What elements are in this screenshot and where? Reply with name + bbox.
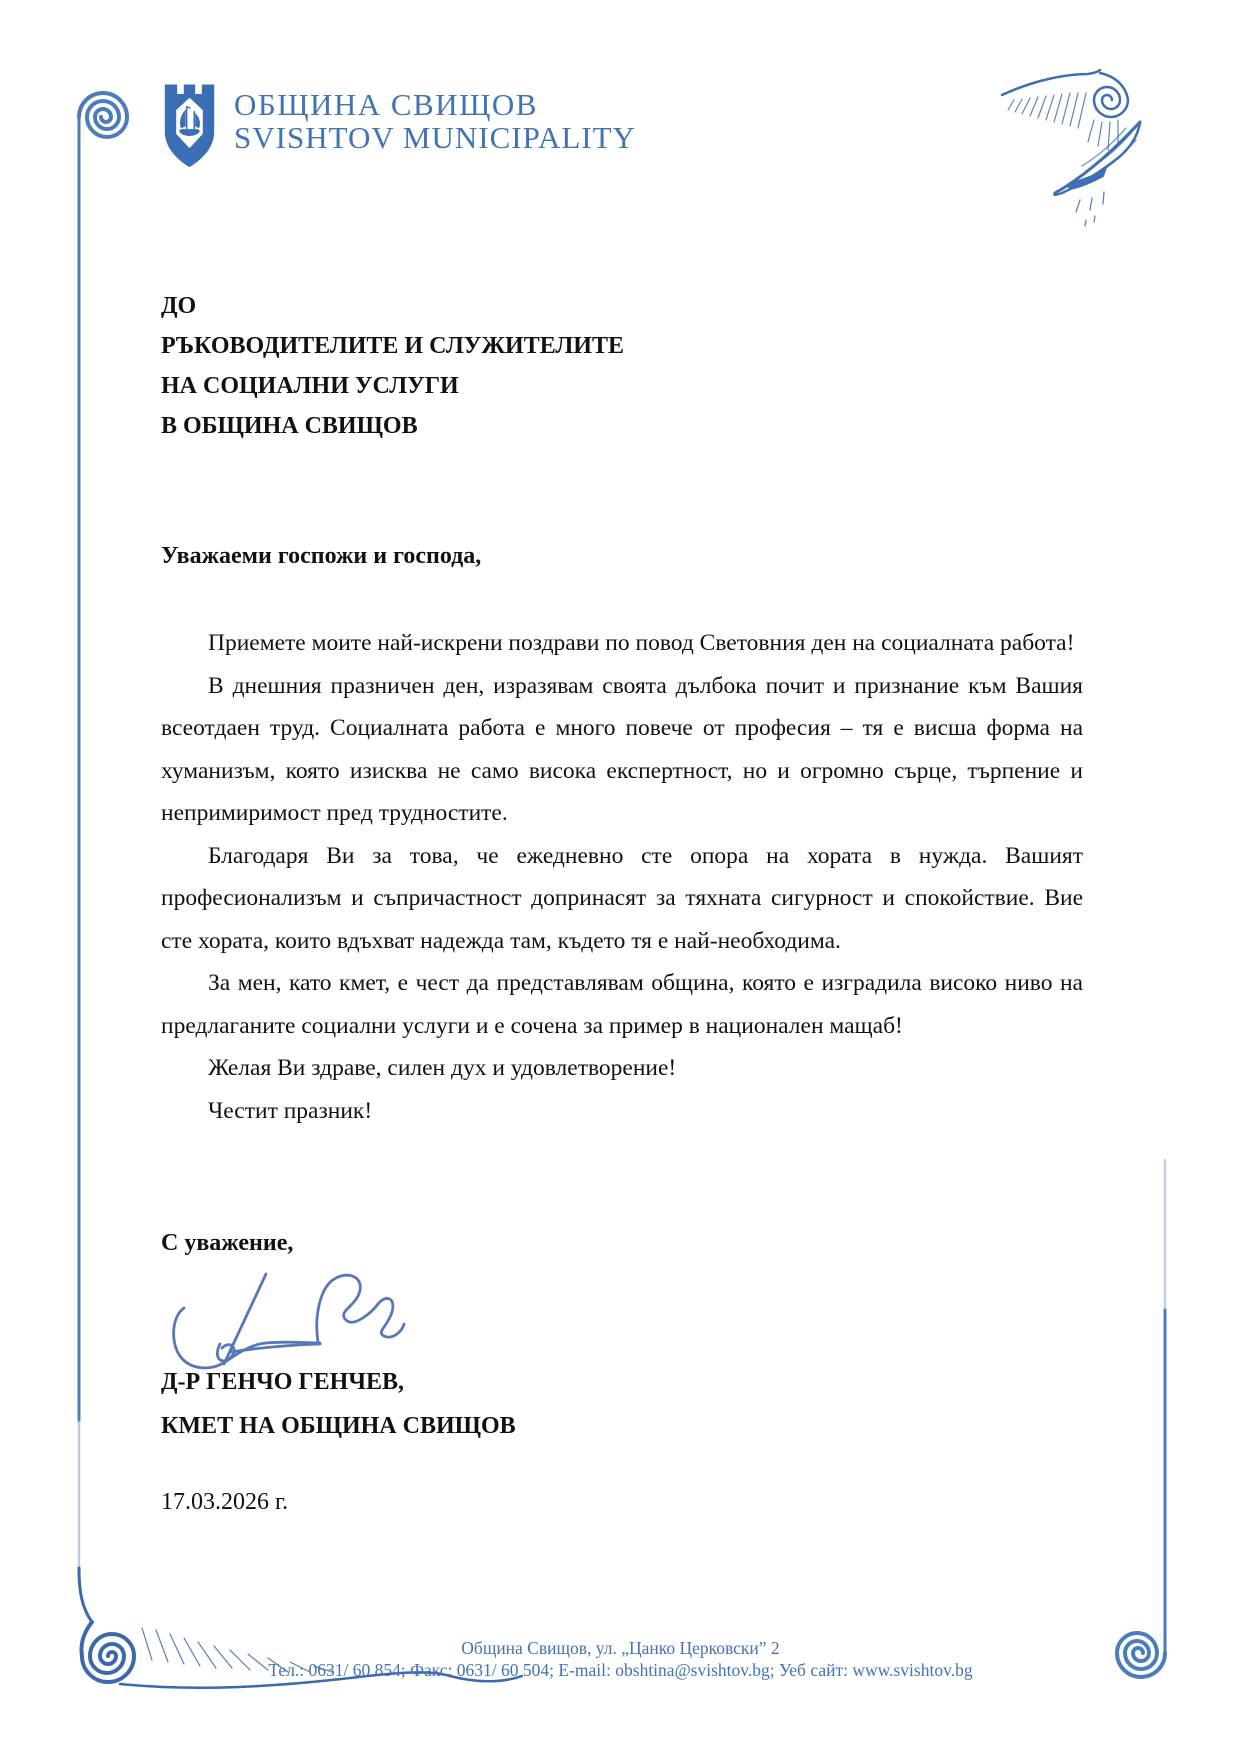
footer-contacts: Тел.: 0631/ 60 854; Факс: 0631/ 60 504; E-mail: obshtina@svishtov.bg; Уеб сайт: www.svishtov.bg	[268, 1659, 973, 1680]
body-paragraph: Благодаря Ви за това, че ежедневно сте опора на хората в нужда. Вашият професионализъм и съпричастност допринасят за тяхната сигурност и спокойствие. Вие сте хората, които вдъхват надежда там, където тя е най-необходима.	[161, 842, 1083, 954]
signer-name: Д-Р ГЕНЧО ГЕНЧЕВ,	[161, 1369, 404, 1395]
signer-block	[161, 1360, 516, 1448]
org-names	[234, 74, 636, 154]
recipient-line: ДО	[161, 293, 197, 319]
footer-address: Община Свищов, ул. „Цанко Церковски” 2	[461, 1638, 780, 1658]
municipality-emblem-icon	[161, 74, 218, 171]
org-name-english: SVISHTOV MUNICIPALITY	[234, 120, 636, 155]
corner-flourish-top-left-icon	[79, 93, 127, 1568]
recipient-line: РЪКОВОДИТЕЛИТЕ И СЛУЖИТЕЛИТЕ	[161, 333, 624, 359]
signer-title: КМЕТ НА ОБЩИНА СВИЩОВ	[161, 1413, 516, 1439]
salutation: Уважаеми госпожи и господа,	[161, 543, 482, 569]
letter-body	[161, 622, 1083, 1132]
recipient-line: НА СОЦИАЛНИ УСЛУГИ	[161, 373, 459, 399]
letterhead	[161, 74, 636, 171]
org-name-bulgarian: ОБЩИНА СВИЩОВ	[234, 87, 538, 122]
corner-flourish-bottom-right-icon	[1117, 1160, 1165, 1677]
scroll-ornament-top-right-icon	[1002, 70, 1140, 226]
body-paragraph: За мен, като кмет, е чест да представлявам община, която е изградила високо ниво на предлаганите социални услуги и е сочена за пример в национален мащаб!	[161, 970, 1083, 1039]
page-footer	[0, 1638, 1241, 1681]
body-paragraph: Приемете моите най-искрени поздрави по повод Световния ден на социалната работа!	[208, 630, 1075, 656]
letter-date: 17.03.2026 г.	[161, 1489, 289, 1515]
body-paragraph: Желая Ви здраве, силен дух и удовлетворение!	[208, 1055, 677, 1081]
recipient-block	[161, 286, 624, 446]
recipient-line: В ОБЩИНА СВИЩОВ	[161, 413, 418, 439]
body-paragraph: В днешния празничен ден, изразявам своята дълбока почит и признание към Вашия всеотдаен труд. Социалната работа е много повече от професия – тя е висша форма на хуманизъм, която изисква не само висока експертност, но и огромно сърце, търпение и непримиримост пред трудностите.	[161, 672, 1083, 826]
body-paragraph: Честит празник!	[208, 1097, 373, 1124]
closing-salutation: С уважение,	[161, 1230, 294, 1256]
